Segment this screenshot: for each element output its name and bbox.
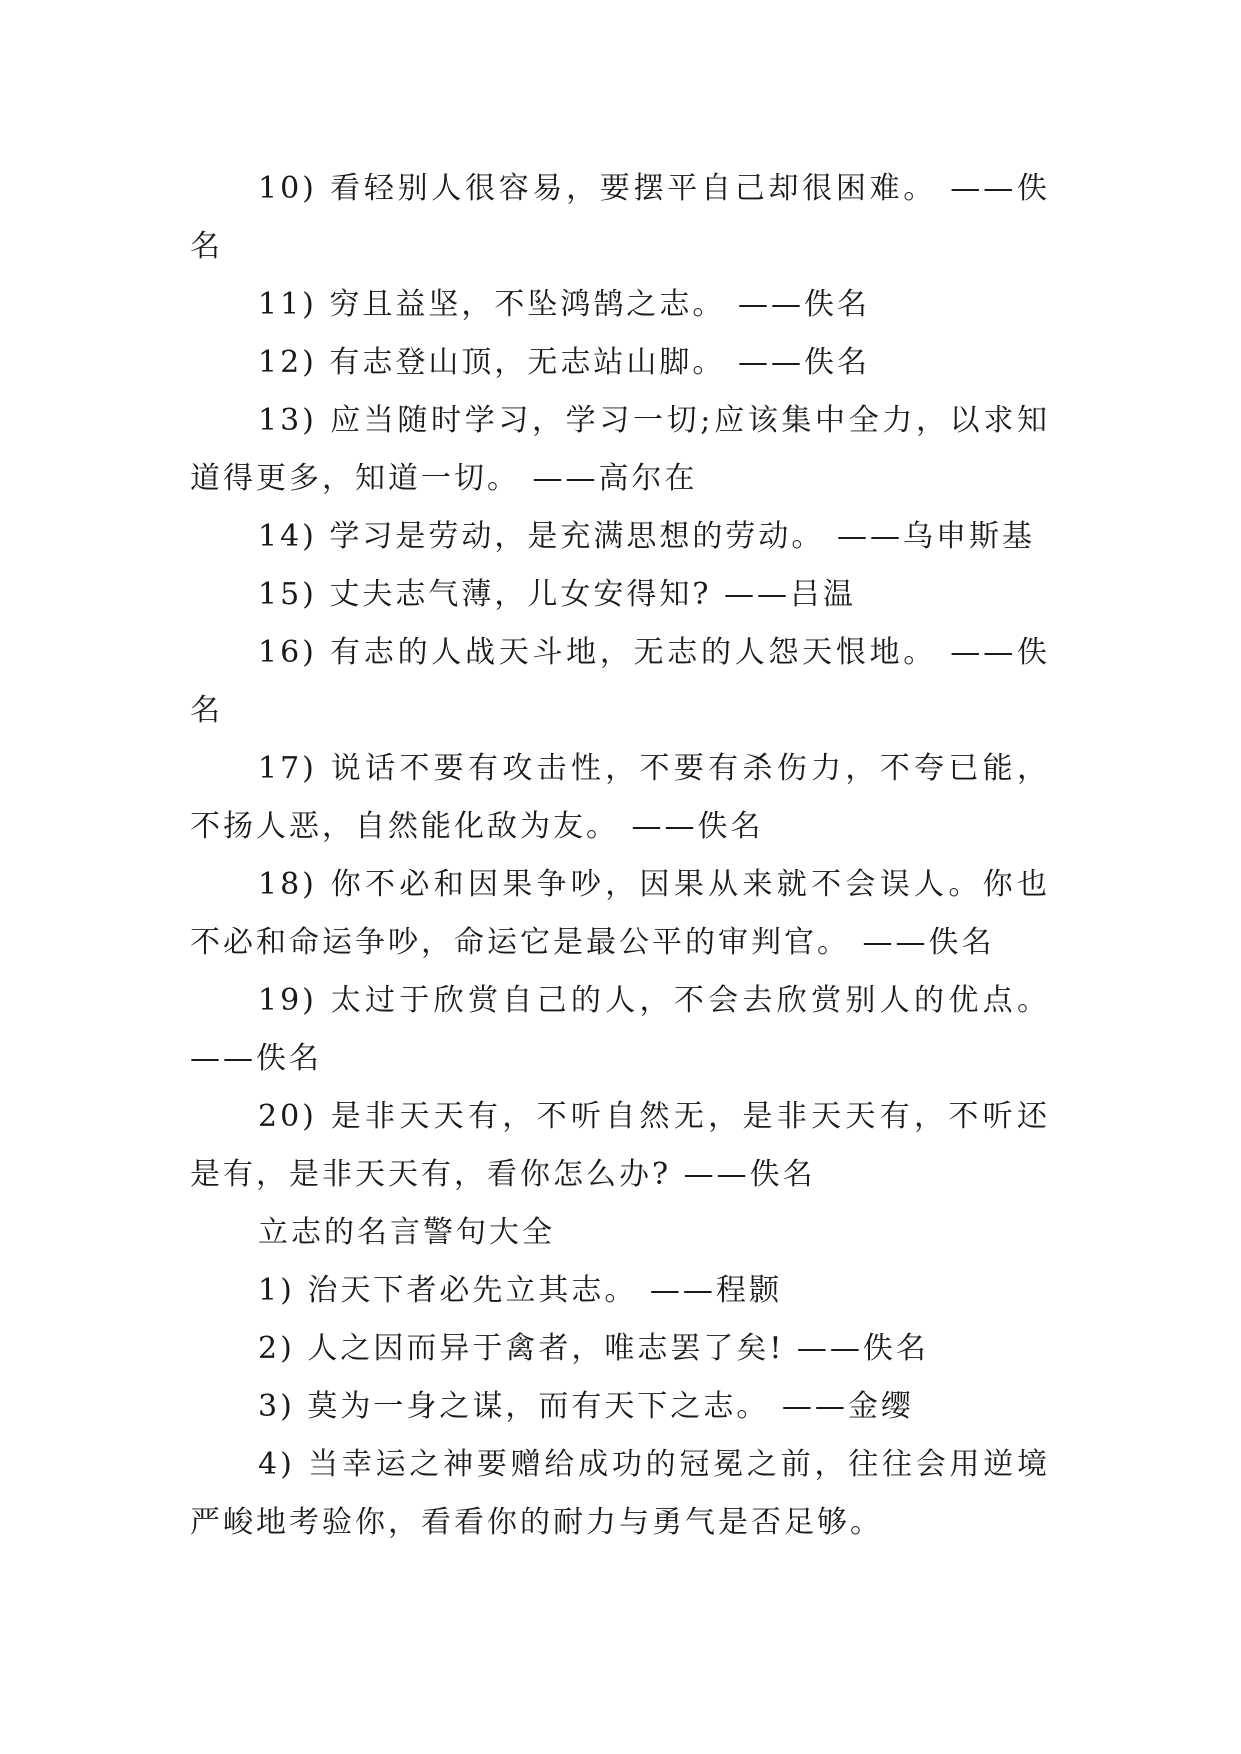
quote-paragraph: 12) 有志登山顶，无志站山脚。 ——佚名 [258,345,870,380]
quote-paragraph: 18) 你不必和因果争吵，因果从来就不会误人。你也不必和命运争吵，命运它是最公平的审判官。 ——佚名 [190,867,1050,960]
quote-paragraph: 10) 看轻别人很容易，要摆平自己却很困难。 ——佚名 [190,171,1050,264]
quote-paragraph: 3) 莫为一身之谋，而有天下之志。 ——金缨 [258,1389,914,1424]
quote-paragraph: 15) 丈夫志气薄，儿女安得知? ——吕温 [258,577,857,612]
quote-paragraph: 16) 有志的人战天斗地，无志的人怨天恨地。 ——佚名 [190,635,1050,728]
quote-paragraph: 19) 太过于欣赏自己的人，不会去欣赏别人的优点。 ——佚名 [190,983,1050,1076]
quote-paragraph: 11) 穷且益坚，不坠鸿鹄之志。 ——佚名 [258,287,870,322]
quote-paragraph: 17) 说话不要有攻击性，不要有杀伤力，不夸已能，不扬人恶，自然能化敌为友。 ——佚名 [190,751,1050,844]
section-heading: 立志的名言警句大全 [258,1215,555,1250]
quote-paragraph: 14) 学习是劳动，是充满思想的劳动。 ——乌申斯基 [258,519,1035,554]
quote-paragraph: 2) 人之因而异于禽者，唯志罢了矣! ——佚名 [258,1331,929,1366]
quote-paragraph: 20) 是非天天有，不听自然无，是非天天有，不听还是有，是非天天有，看你怎么办? ——佚名 [190,1099,1050,1192]
quote-paragraph: 4) 当幸运之神要赠给成功的冠冕之前，往往会用逆境严峻地考验你，看看你的耐力与勇气是否足够。 [190,1447,1050,1540]
quote-paragraph: 1) 治天下者必先立其志。 ——程颢 [258,1273,782,1308]
document-body [190,160,1050,1552]
quote-paragraph: 13) 应当随时学习，学习一切;应该集中全力，以求知道得更多，知道一切。 ——高尔在 [190,403,1050,496]
